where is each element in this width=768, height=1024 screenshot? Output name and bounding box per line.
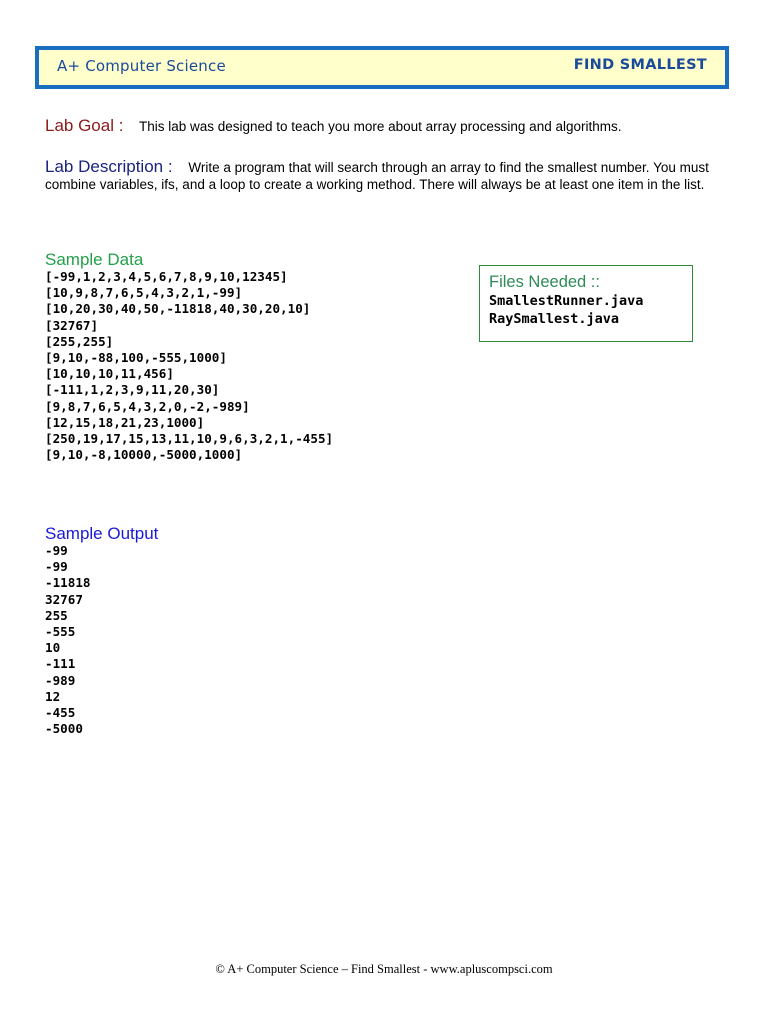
files-needed-list [489, 292, 683, 328]
lab-goal-section [45, 116, 735, 136]
sample-data-line: [12,15,18,21,23,1000] [45, 414, 205, 430]
lab-description-label: Lab Description : [45, 157, 173, 176]
page-footer: © A+ Computer Science – Find Smallest - www.apluscompsci.com [215, 962, 553, 976]
sample-data-line: [-99,1,2,3,4,5,6,7,8,9,10,12345] [45, 269, 288, 284]
sample-output-line: -99 [45, 543, 68, 558]
lab-goal-label: Lab Goal : [45, 116, 124, 135]
file-name: RaySmallest.java [489, 311, 620, 327]
course-title: A+ Computer Science [57, 57, 226, 75]
sample-data-list [45, 269, 333, 463]
lab-description-section [45, 158, 735, 193]
sample-output-line: 255 [45, 607, 68, 623]
sample-data-line: [9,10,-8,10000,-5000,1000] [45, 447, 243, 463]
sample-data-line: [-111,1,2,3,9,11,20,30] [45, 382, 220, 398]
sample-output-list [45, 543, 91, 737]
sample-data-line: [10,9,8,7,6,5,4,3,2,1,-99] [45, 285, 243, 301]
sample-output-line: 32767 [45, 591, 83, 607]
sample-data-heading: Sample Data [45, 250, 144, 269]
lab-description-text: Write a program that will search through an array to find the smallest number. You must combine variables, ifs, and a loop to create a working method. There will always be at least one item in the list. [45, 160, 709, 192]
sample-data-line: [10,10,10,11,456] [45, 366, 174, 382]
sample-output-line: -11818 [45, 575, 91, 591]
sample-output-line: -5000 [45, 721, 83, 737]
sample-data-line: [32767] [45, 317, 99, 333]
sample-data-line: [10,20,30,40,50,-11818,40,30,20,10] [45, 301, 311, 317]
sample-output-line: -455 [45, 705, 76, 721]
sample-output-heading: Sample Output [45, 524, 159, 543]
sample-data-line: [9,8,7,6,5,4,3,2,0,-2,-989] [45, 398, 250, 414]
sample-output-line: -555 [45, 624, 76, 640]
sample-output-line: -989 [45, 672, 76, 688]
header-banner [35, 46, 729, 89]
sample-output-line: 10 [45, 640, 61, 656]
sample-data-line: [250,19,17,15,13,11,10,9,6,3,2,1,-455] [45, 431, 334, 447]
files-needed-box [479, 265, 693, 342]
lab-name: FIND SMALLEST [573, 57, 707, 73]
files-needed-heading: Files Needed :: [489, 273, 600, 291]
sample-output-line: -111 [45, 656, 76, 672]
file-name: SmallestRunner.java [489, 293, 644, 309]
sample-data-line: [9,10,-88,100,-555,1000] [45, 350, 227, 366]
sample-data-line: [255,255] [45, 333, 114, 349]
sample-output-line: -99 [45, 559, 68, 575]
sample-output-line: 12 [45, 688, 61, 704]
lab-goal-text: This lab was designed to teach you more about array processing and algorithms. [138, 119, 622, 134]
